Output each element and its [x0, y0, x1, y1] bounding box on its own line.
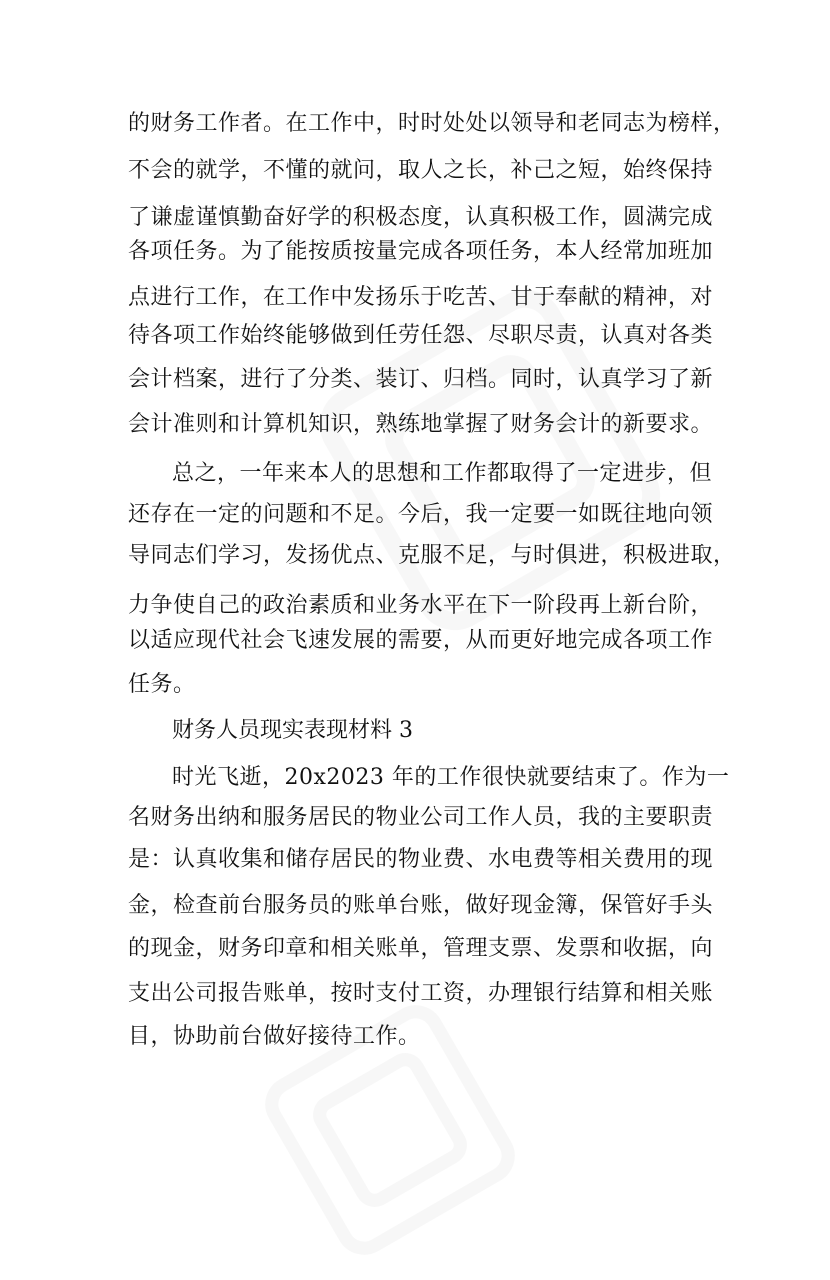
paragraph-line: 还存在一定的问题和不足。今后，我一定要一如既往地向领	[128, 502, 714, 527]
paragraph-line: 总之，一年来本人的思想和工作都取得了一定进步，但	[172, 461, 713, 486]
paragraph-line: 的现金，财务印章和相关账单，管理支票、发票和收据，向	[128, 936, 714, 961]
paragraph-line: 点进行工作，在工作中发扬乐于吃苦、甘于奉献的精神，对	[128, 285, 714, 310]
paragraph-line: 会计准则和计算机知识，熟练地掌握了财务会计的新要求。	[128, 412, 714, 437]
paragraph-line: 时光飞逝，20x2023 年的工作很快就要结束了。作为一	[172, 765, 730, 790]
section-heading: 财务人员现实表现材料 3	[172, 718, 413, 743]
paragraph-line: 各项任务。为了能按质按量完成各项任务，本人经常加班加	[128, 239, 714, 264]
paragraph-line: 导同志们学习，发扬优点、克服不足，与时俱进，积极进取，	[128, 543, 736, 568]
paragraph-line: 支出公司报告账单，按时支付工资，办理银行结算和相关账	[128, 981, 714, 1006]
paragraph-line: 会计档案，进行了分类、装订、归档。同时，认真学习了新	[128, 367, 714, 392]
paragraph-line: 金，检查前台服务员的账单台账，做好现金簿，保管好手头	[128, 893, 714, 918]
paragraph-line: 了谦虚谨慎勤奋好学的积极态度，认真积极工作，圆满完成	[128, 205, 714, 230]
paragraph-line: 的财务工作者。在工作中，时时处处以领导和老同志为榜样，	[128, 111, 736, 136]
paragraph-line: 任务。	[128, 672, 196, 697]
paragraph-line: 名财务出纳和服务居民的物业公司工作人员，我的主要职责	[128, 805, 714, 830]
paragraph-line: 以适应现代社会飞速发展的需要，从而更好地完成各项工作	[128, 628, 714, 653]
paragraph-line: 力争使自己的政治素质和业务水平在下一阶段再上新台阶，	[128, 593, 714, 618]
paragraph-line: 目，协助前台做好接待工作。	[128, 1024, 421, 1049]
paragraph-line: 待各项工作始终能够做到任劳任怨、尽职尽责，认真对各类	[128, 323, 714, 348]
paragraph-line: 是：认真收集和储存居民的物业费、水电费等相关费用的现	[128, 847, 714, 872]
paragraph-line: 不会的就学，不懂的就问，取人之长，补己之短，始终保持	[128, 158, 714, 183]
